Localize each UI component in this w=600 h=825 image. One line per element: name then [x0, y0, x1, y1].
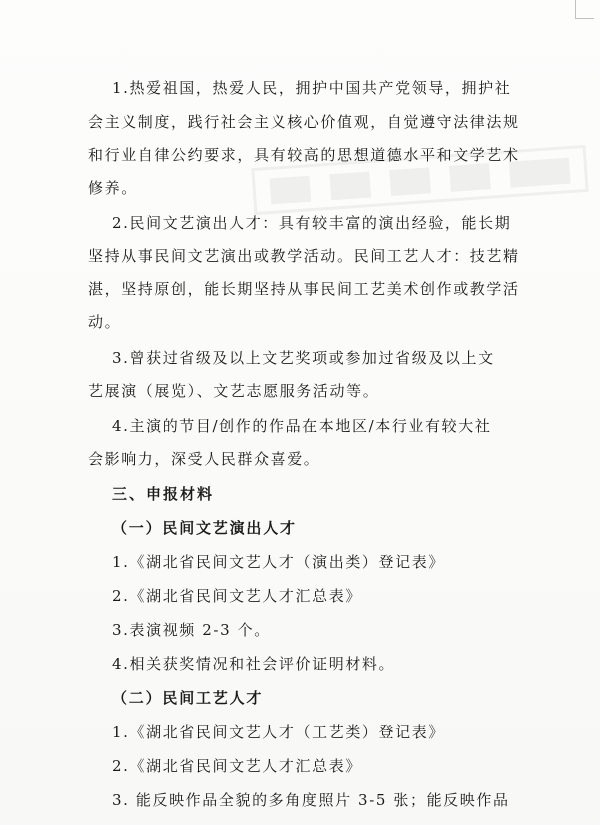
paragraph-line: 3.曾获过省级及以上文艺奖项或参加过省级及以上文: [112, 349, 495, 367]
list-item: 2.《湖北省民间文艺人才汇总表》: [112, 587, 362, 605]
paragraph-line: 2.民间文艺演出人才：具有较丰富的演出经验，能长期: [112, 214, 512, 232]
list-item: 3.表演视频 2-3 个。: [112, 621, 271, 639]
paragraph-line: 1.热爱祖国，热爱人民，拥护中国共产党领导，拥护社: [112, 79, 512, 97]
scan-corner-mark: [575, 0, 594, 19]
paragraph-line: 艺展演（展览）、文艺志愿服务活动等。: [88, 382, 380, 400]
paragraph-line: 4.主演的节目/创作的作品在本地区/本行业有较大社: [112, 417, 492, 435]
list-item: 2.《湖北省民间文艺人才汇总表》: [112, 757, 362, 775]
subsection-title-craft: （二）民间工艺人才: [112, 689, 264, 707]
paragraph-line: 会影响力，深受人民群众喜爱。: [88, 450, 321, 468]
list-item: 1.《湖北省民间文艺人才（演出类）登记表》: [112, 553, 445, 571]
paragraph-line: 和行业自律公约要求，具有较高的思想道德水平和文学艺术: [88, 146, 520, 164]
paragraph-line: 修养。: [88, 179, 138, 197]
subsection-title-performance: （一）民间文艺演出人才: [112, 519, 297, 537]
list-item: 1.《湖北省民间文艺人才（工艺类）登记表》: [112, 723, 445, 741]
paragraph-line: 动。: [88, 313, 122, 331]
paragraph-line: 坚持从事民间文艺演出或教学活动。民间工艺人才：技艺精: [88, 247, 520, 265]
paragraph-line: 会主义制度，践行社会主义核心价值观，自觉遵守法律法规: [88, 113, 520, 131]
paragraph-line: 湛，坚持原创，能长期坚持从事民间工艺美术创作或教学活: [88, 280, 520, 298]
list-item: 4.相关获奖情况和社会评价证明材料。: [112, 655, 396, 673]
list-item: 3. 能反映作品全貌的多角度照片 3-5 张；能反映作品: [112, 791, 510, 809]
section-title: 三、申报材料: [112, 485, 215, 503]
